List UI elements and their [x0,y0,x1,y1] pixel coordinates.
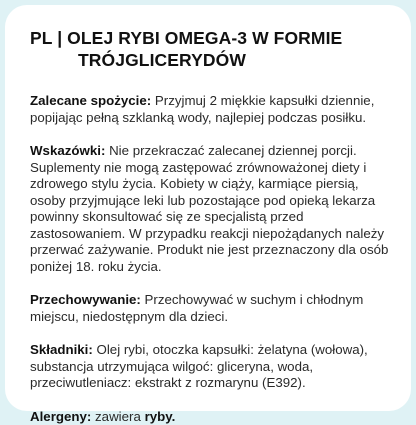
storage-text: Przechowywać w suchym i chłodnym miejscu, niedostępnym dla dzieci. [30,292,363,324]
storage-label: Przechowywanie: [30,292,141,307]
ingredients-section [30,342,393,392]
storage-section [30,292,393,325]
warnings-text: Nie przekraczać zalecanej dziennej porcji. Suplementy nie mogą zastępować zrównoważonej diety i zdrowego stylu życia. Kobiety w ciąży, karmiące piersią, osoby przyjmujące leki lub pozostające pod opieką lekarza powinny skonsultować się ze specjalistą przed zastosowaniem. W przypadku reakcji niepożądanych należy przerwać zażywanie. Produkt nie jest przeznaczony dla osób poniżej 18. roku życia. [30,143,388,274]
allergens-highlight: ryby. [145,409,176,424]
ingredients-text: Olej rybi, otoczka kapsułki: żelatyna (wołowa), substancja utrzymująca wilgoć: gliceryna, woda, przeciwutleniacz: ekstrakt z rozmarynu (E392). [30,342,368,390]
dosage-text: Przyjmuj 2 miękkie kapsułki dziennie, popijając pełną szklanką wody, najlepiej podczas posiłku. [30,93,374,125]
warnings-label: Wskazówki: [30,143,105,158]
title-line-2: TRÓJGLICERYDÓW [30,49,393,71]
allergens-section [30,409,393,425]
dosage-section [30,93,393,126]
warnings-section [30,143,393,275]
ingredients-label: Składniki: [30,342,93,357]
label-card [5,5,411,411]
page-title [30,27,393,71]
title-line-1: PL | OLEJ RYBI OMEGA-3 W FORMIE [30,28,342,48]
allergens-text: zawiera [91,409,144,424]
allergens-label: Alergeny: [30,409,91,424]
dosage-label: Zalecane spożycie: [30,93,151,108]
